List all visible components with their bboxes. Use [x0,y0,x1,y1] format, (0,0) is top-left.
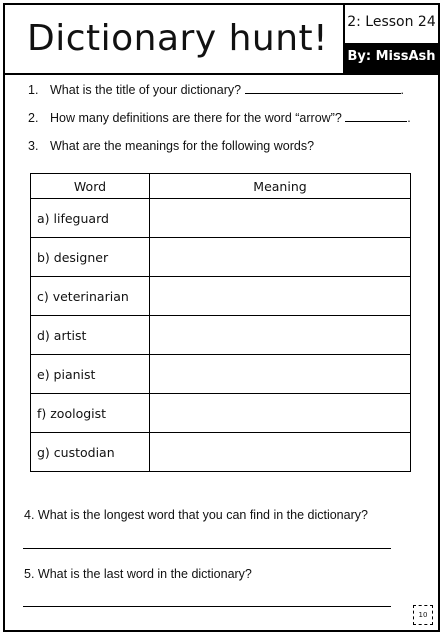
word-cell: e) pianist [31,355,150,394]
word-cell: f) zoologist [31,394,150,433]
question-3 [28,138,314,154]
question-5: 5. What is the last word in the dictionary? [24,567,252,581]
meaning-cell[interactable] [150,316,411,355]
answer-4-line[interactable] [23,548,391,549]
question-2: 2. How many definitions are there for the word “arrow”? . [28,111,411,125]
table-row [31,394,411,433]
question-2-number: 2. [28,111,39,125]
word-column-header: Word [31,174,150,199]
table-row [31,316,411,355]
word-cell: b) designer [31,238,150,277]
meaning-cell[interactable] [150,238,411,277]
answer-2-blank[interactable] [345,109,407,122]
table-row [31,238,411,277]
table-row [31,433,411,472]
meaning-cell[interactable] [150,433,411,472]
question-1-number: 1. [28,83,39,97]
meaning-cell[interactable] [150,199,411,238]
word-cell: d) artist [31,316,150,355]
lesson-box [343,5,438,73]
table-row [31,199,411,238]
question-1: 1. What is the title of your dictionary? . [28,83,405,97]
worksheet-header [5,5,438,75]
question-2-text: How many definitions are there for the word “arrow”? [50,111,342,125]
word-cell: a) lifeguard [31,199,150,238]
answer-5-line[interactable] [23,606,391,607]
word-cell: c) veterinarian [31,277,150,316]
meaning-cell[interactable] [150,277,411,316]
page-number: 10 [413,605,433,625]
words-table [30,173,411,472]
answer-1-blank[interactable] [245,81,401,94]
word-cell: g) custodian [31,433,150,472]
worksheet-title: Dictionary hunt! [27,18,329,59]
question-3-number: 3. [28,139,39,153]
question-3-text: What are the meanings for the following words? [50,139,315,153]
table-row [31,277,411,316]
question-1-text: What is the title of your dictionary? [50,83,242,97]
meaning-cell[interactable] [150,355,411,394]
table-row [31,355,411,394]
lesson-label: 2: Lesson 24 [347,14,436,30]
question-4: 4. What is the longest word that you can find in the dictionary? [24,508,368,522]
meaning-cell[interactable] [150,394,411,433]
author-label: By: MissAsh [345,43,438,73]
meaning-column-header: Meaning [150,174,411,199]
